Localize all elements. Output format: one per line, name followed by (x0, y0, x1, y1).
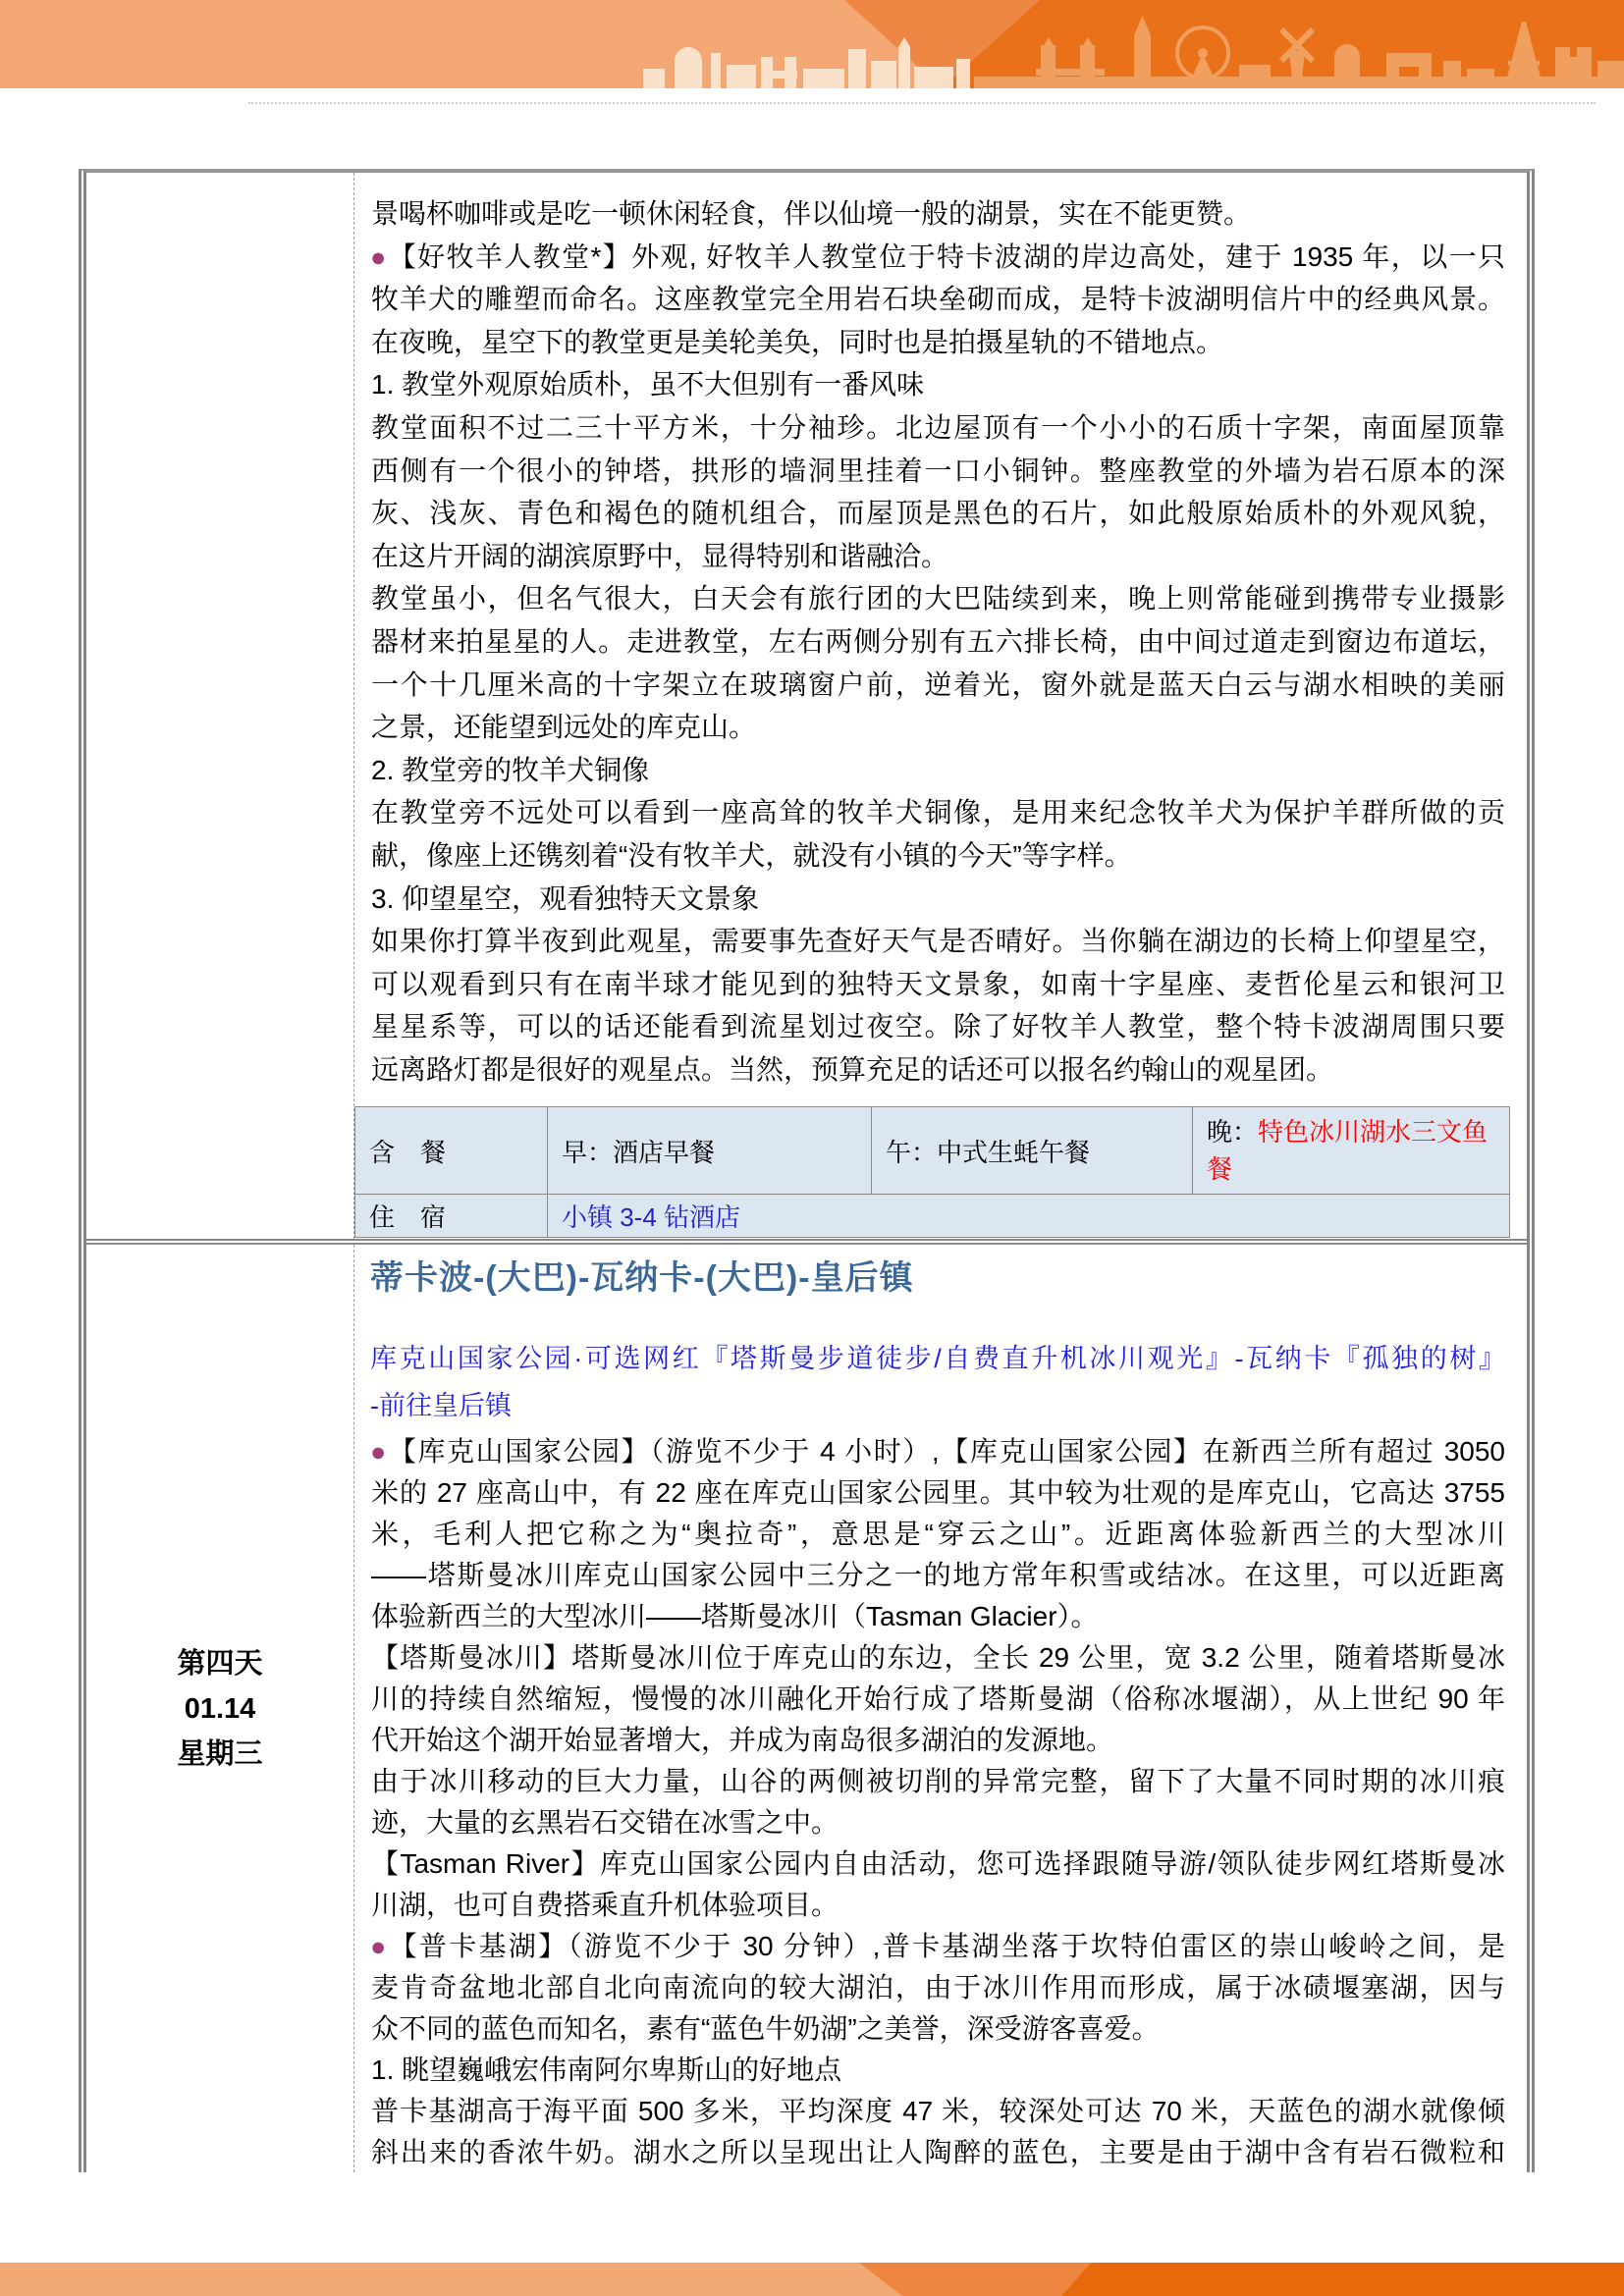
line-text: 星星系等，可以的话还能看到流星划过夜空。除了好牧羊人教堂，整个特卡波湖周围只要 (371, 1011, 1505, 1042)
itinerary-text-line (370, 192, 1505, 236)
line-text: 【普卡基湖】（游览不少于 30 分钟）,普卡基湖坐落于坎特伯雷区的崇山峻岭之间，是 (389, 1931, 1505, 1961)
itinerary-text-line (370, 1048, 1505, 1092)
line-text: 由于冰川移动的巨大力量，山谷的两侧被切削的异常完整，留下了大量不同时期的冰川痕 (371, 1766, 1505, 1796)
itinerary-text-line (370, 1637, 1505, 1679)
itinerary-text-line (370, 1472, 1505, 1514)
line-text: 可以观看到只有在南半球才能见到的独特天文景象，如南十字星座、麦哲伦星云和银河卫 (371, 968, 1505, 999)
skyline-right (974, 16, 1624, 88)
itinerary-text-line (370, 1514, 1505, 1555)
line-text: 1. 眺望巍峨宏伟南阿尔卑斯山的好地点 (371, 2055, 842, 2085)
bullet-icon: ● (370, 1932, 389, 1961)
day4-subtitle (370, 1335, 1505, 1429)
line-text: ——塔斯曼冰川库克山国家公园中三分之一的地方常年积雪或结冰。在这里，可以近距离 (371, 1560, 1505, 1590)
lodging-value-cell (548, 1195, 1510, 1238)
line-text: 迹，大量的玄黑岩石交错在冰雪之中。 (371, 1807, 839, 1838)
itinerary-table (79, 169, 1535, 2172)
line-text: 米，毛利人把它称之为“奥拉奇”，意思是“穿云之山”。近距离体验新西兰的大型冰川 (371, 1519, 1505, 1549)
line-text: 远离路灯都是很好的观星点。当然，预算充足的话还可以报名约翰山的观星团。 (371, 1053, 1334, 1085)
itinerary-text-line (370, 1885, 1505, 1926)
itinerary-text-line (370, 1802, 1505, 1843)
line-text: 教堂虽小，但名气很大，白天会有旅行团的大巴陆续到来，晚上则常能碰到携带专业摄影 (371, 583, 1505, 614)
dinner-cell (1193, 1107, 1510, 1195)
itinerary-text-line (370, 2050, 1505, 2091)
line-text: 灰、浅灰、青色和褐色的随机组合，而屋顶是黑色的石片，如此般原始质朴的外观风貌， (371, 498, 1505, 529)
itinerary-text-line (370, 620, 1505, 664)
day3-day-cell (86, 173, 354, 1239)
itinerary-text-line (370, 834, 1505, 878)
line-text: 【塔斯曼冰川】塔斯曼冰川位于库克山的东边，全长 29 公里，宽 3.2 公里，随着塔斯曼冰 (371, 1642, 1505, 1673)
skyline-left (643, 37, 970, 88)
day4-route-title: 蒂卡波-(大巴)-瓦纳卡-(大巴)-皇后镇 (370, 1259, 914, 1297)
itinerary-text-line (370, 1431, 1505, 1472)
line-text: 之景，还能望到远处的库克山。 (371, 712, 757, 743)
day3-row (86, 173, 1527, 1245)
line-text: 在夜晚，星空下的教堂更是美轮美奂，同时也是拍摄星轨的不错地点。 (371, 326, 1224, 357)
separator-dotted-line (248, 102, 1596, 104)
itinerary-text-line (370, 577, 1505, 620)
line-text: 1. 教堂外观原始质朴，虽不大但别有一番风味 (371, 369, 925, 400)
itinerary-text-line (370, 2091, 1505, 2132)
meals-label-cell: 含 餐 (355, 1107, 548, 1195)
itinerary-text-line (370, 363, 1505, 406)
day3-content-cell (354, 173, 1527, 1239)
day4-day-label: 第四天 (177, 1647, 263, 1680)
itinerary-text-line (370, 1843, 1505, 1885)
itinerary-text-line (370, 2008, 1505, 2050)
line-text: 米的 27 座高山中，有 22 座在库克山国家公园里。其中较为壮观的是库克山，它高达 3755 (371, 1477, 1505, 1508)
subtitle-line (370, 1335, 1505, 1382)
day4-text-block (370, 1431, 1505, 2173)
line-text: 体验新西兰的大型冰川——塔斯曼冰川（Tasman Glacier）。 (371, 1601, 1099, 1631)
itinerary-text-line (370, 920, 1505, 963)
itinerary-text-line (370, 749, 1505, 792)
line-text: 【库克山国家公园】（游览不少于 4 小时）,【库克山国家公园】在新西兰所有超过 3050 (388, 1436, 1505, 1467)
line-text: 库克山国家公园·可选网红『塔斯曼步道徒步/自费直升机冰川观光』-瓦纳卡『孤独的树』 (370, 1344, 1505, 1373)
itinerary-text-line (370, 1005, 1505, 1048)
day4-date: 01.14 (184, 1692, 256, 1725)
meals-row (355, 1107, 1510, 1195)
itinerary-text-line (370, 878, 1505, 921)
line-text: 普卡基湖高于海平面 500 多米，平均深度 47 米，较深处可达 70 米，天蓝色的湖水就像倾 (371, 2096, 1505, 2126)
meals-lodging-table (354, 1106, 1525, 1238)
line-text: 川湖，也可自费搭乘直升机体验项目。 (371, 1890, 839, 1920)
subtitle-line (370, 1382, 1505, 1429)
day4-weekday: 星期三 (177, 1737, 263, 1770)
line-text: 众不同的蓝色而知名，素有“蓝色牛奶湖”之美誉，深受游客喜爱。 (371, 2013, 1160, 2044)
itinerary-text-line (370, 1720, 1505, 1761)
line-text: 2. 教堂旁的牧羊犬铜像 (371, 754, 650, 785)
line-text: 西侧有一个很小的钟塔，拱形的墙洞里挂着一口小铜钟。整座教堂的外墙为岩石原本的深 (371, 454, 1505, 486)
footer-wedge-dark (0, 2263, 1624, 2296)
line-text: 川的持续自然缩短，慢慢的冰川融化开始行成了塔斯曼湖（俗称冰堰湖），从上世纪 90 年 (371, 1683, 1505, 1714)
city-skyline-icon (0, 0, 1624, 88)
itinerary-text-line (370, 706, 1505, 749)
dinner-prefix: 晚： (1207, 1117, 1259, 1148)
line-text: 一个十几厘米高的十字架立在玻璃窗户前，逆着光，窗外就是蓝天白云与湖水相映的美丽 (371, 668, 1505, 700)
itinerary-text-line (370, 1596, 1505, 1637)
itinerary-text-line (370, 406, 1505, 450)
itinerary-text-line (370, 321, 1505, 364)
day4-day-cell (86, 1245, 354, 2172)
line-text: 如果你打算半夜到此观星，需要事先查好天气是否晴好。当你躺在湖边的长椅上仰望星空， (371, 926, 1505, 957)
day3-text-block (354, 173, 1527, 1091)
lunch-cell: 午：中式生蚝午餐 (872, 1107, 1193, 1195)
footer-banner (0, 2263, 1624, 2296)
day4-row (86, 1245, 1527, 2172)
lodging-row (355, 1195, 1510, 1238)
itinerary-text-line (370, 1967, 1505, 2008)
line-text: -前往皇后镇 (370, 1391, 512, 1420)
line-text: 代开始这个湖开始显著增大，并成为南岛很多湖泊的发源地。 (371, 1725, 1114, 1755)
line-text: 麦肯奇盆地北部自北向南流向的较大湖泊，由于冰川作用而形成，属于冰碛堰塞湖，因与 (371, 1972, 1505, 2002)
bullet-icon: ● (370, 241, 388, 272)
line-text: 【好牧羊人教堂*】外观, 好牧羊人教堂位于特卡波湖的岸边高处，建于 1935 年，以一只 (388, 240, 1505, 272)
line-text: 献，像座上还镌刻着“没有牧羊犬，就没有小镇的今天”等字样。 (371, 839, 1132, 871)
line-text: 【Tasman River】库克山国家公园内自由活动，您可选择跟随导游/领队徒步网红塔斯曼冰 (371, 1848, 1505, 1879)
line-text: 在教堂旁不远处可以看到一座高耸的牧羊犬铜像，是用来纪念牧羊犬为保护羊群所做的贡 (371, 797, 1505, 828)
itinerary-text-line (370, 1679, 1505, 1720)
line-text: 3. 仰望星空，观看独特天文景象 (371, 882, 760, 914)
line-text: 景喝杯咖啡或是吃一顿休闲轻食，伴以仙境一般的湖景，实在不能更赞。 (371, 198, 1252, 229)
itinerary-text-line (370, 963, 1505, 1006)
header-banner (0, 0, 1624, 88)
line-text: 牧羊犬的雕塑而命名。这座教堂完全用岩石块垒砌而成，是特卡波湖明信片中的经典风景。 (371, 284, 1505, 315)
line-text: 器材来拍星星的人。走进教堂，左右两侧分别有五六排长椅，由中间过道走到窗边布道坛， (371, 625, 1505, 657)
bullet-icon: ● (370, 1437, 388, 1467)
itinerary-text-line (370, 791, 1505, 834)
itinerary-text-line (370, 278, 1505, 321)
breakfast-cell: 早：酒店早餐 (548, 1107, 872, 1195)
line-text: 教堂面积不过二三十平方米，十分袖珍。北边屋顶有一个小小的石质十字架，南面屋顶靠 (371, 411, 1505, 443)
line-text: 斜出来的香浓牛奶。湖水之所以呈现出让人陶醉的蓝色，主要是由于湖中含有岩石微粒和 (371, 2137, 1505, 2167)
itinerary-text-line (370, 1761, 1505, 1802)
itinerary-text-line (370, 450, 1505, 493)
line-text: 在这片开阔的湖滨原野中，显得特别和谐融洽。 (371, 540, 949, 571)
itinerary-text-line (370, 535, 1505, 578)
itinerary-text-line (370, 492, 1505, 535)
itinerary-text-line (370, 664, 1505, 707)
dinner-special-text: 特色冰川湖水三文鱼餐 (1207, 1117, 1489, 1185)
itinerary-text-line (370, 2132, 1505, 2173)
itinerary-text-line (370, 1926, 1505, 1967)
lodging-label-cell: 住 宿 (355, 1195, 548, 1238)
lodging-hotel-text: 小镇 3-4 钻酒店 (562, 1202, 741, 1233)
itinerary-text-line (370, 1555, 1505, 1596)
day4-content-cell (354, 1245, 1527, 2172)
itinerary-text-line (370, 236, 1505, 279)
